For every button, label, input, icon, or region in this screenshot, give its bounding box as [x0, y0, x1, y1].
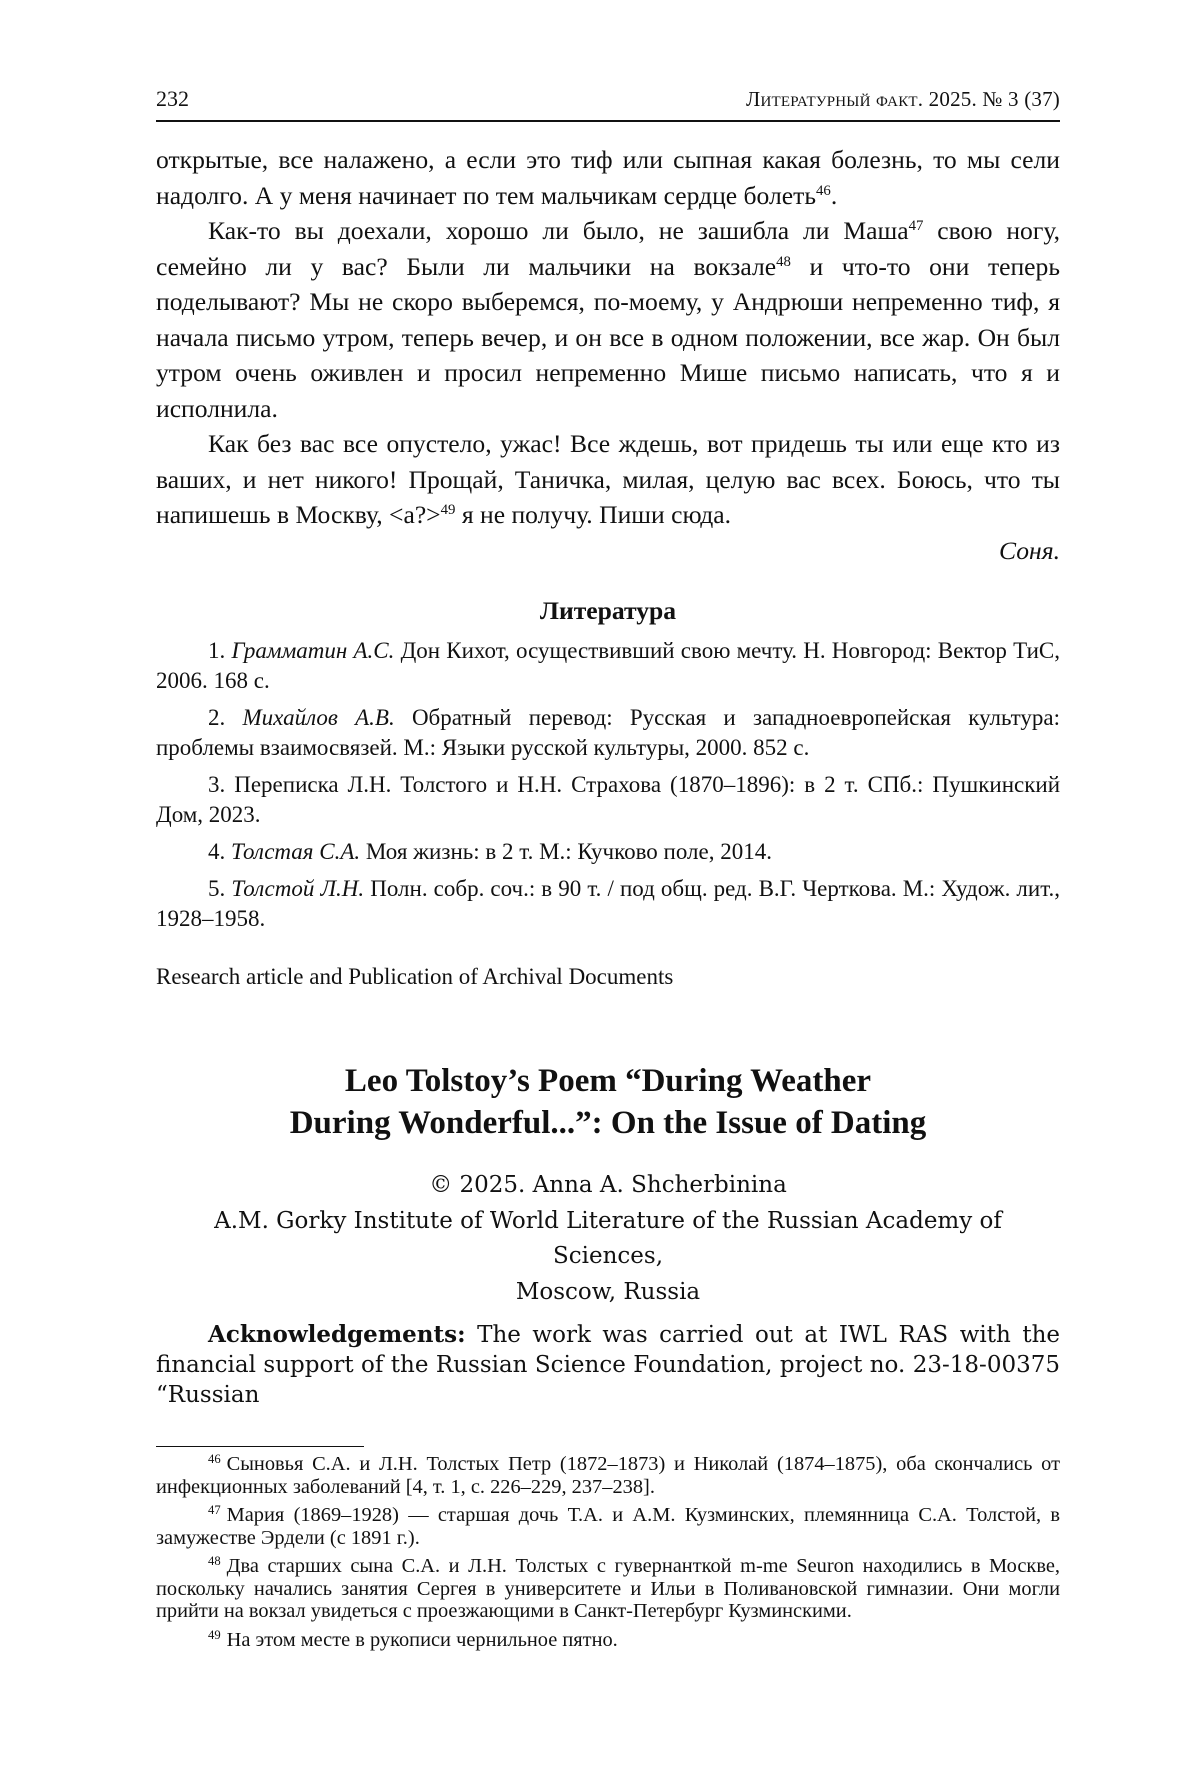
- reference-item: [156, 636, 1060, 696]
- reference-text: Обратный перевод: Русская и западноевропейская культура: проблемы взаимосвязей. М.: Языки русской культуры, 2000. 852 с.: [156, 705, 1060, 760]
- reference-number: 5.: [208, 876, 226, 901]
- footnote-number: 46: [208, 1452, 221, 1467]
- affiliation-line: Moscow, Russia: [515, 1278, 701, 1305]
- footnote-item: [156, 1555, 1060, 1623]
- footnote-text: Сыновья С.А. и Л.Н. Толстых Петр (1872–1873) и Николай (1874–1875), оба скончались от инфекционных заболеваний [4, т. 1, с. 226–229, 237–238].: [156, 1453, 1060, 1498]
- page-number: 232: [156, 86, 189, 111]
- reference-item: [156, 837, 1060, 867]
- footnote-text: На этом месте в рукописи чернильное пятно.: [226, 1628, 618, 1651]
- references-list: [156, 636, 1060, 934]
- journal-page: [156, 86, 1060, 1657]
- reference-author: Грамматин А.С.: [231, 638, 395, 663]
- reference-number: 4.: [208, 839, 226, 864]
- footnote-ref[interactable]: 49: [440, 501, 456, 518]
- footnote-number: 48: [208, 1554, 221, 1569]
- footnote-item: [156, 1504, 1060, 1549]
- acknowledgements-label: Acknowledgements:: [208, 1321, 466, 1348]
- reference-text: Полн. собр. соч.: в 90 т. / под общ. ред. В.Г. Черткова. М.: Худож. лит., 1928–1958.: [156, 876, 1061, 931]
- footnote-number: 49: [208, 1627, 221, 1642]
- article-title-line: During Wonderful...”: On the Issue of Dating: [289, 1105, 927, 1141]
- journal-title: Литературный факт. 2025. № 3 (37): [746, 87, 1060, 111]
- footnote-text: Два старших сына С.А. и Л.Н. Толстых с гувернанткой m-me Seuron находились в Москве, поскольку начались занятия Сергея в университете и Ильи в Поливановской гимназии. Они могли прийти на вокзал увидеться с проезжающими в Санкт-Петербург Кузминскими.: [156, 1555, 1060, 1622]
- article-title: [156, 1060, 1060, 1144]
- reference-text: Дон Кихот, осуществивший свою мечту. Н. Новгород: Вектор ТиС, 2006. 168 с.: [156, 638, 1061, 693]
- running-header: [156, 86, 1060, 122]
- letter-paragraph: [156, 142, 1060, 213]
- letter-text-run: и что-то они теперь поделывают? Мы не скоро выберемся, по-моему, у Андрюши непременно тиф, я начала письмо утром, теперь вечер, и он все в одном положении, все жар. Он был утром очень оживлен и просил непременно Мише письмо написать, что я и исполнила.: [156, 251, 1061, 423]
- reference-author: Толстой Л.Н.: [231, 876, 365, 901]
- letter-text-run: Как-то вы доехали, хорошо ли было, не зашибла ли Маша: [208, 216, 909, 245]
- footnote-ref[interactable]: 48: [776, 253, 791, 270]
- acknowledgements-text: The work was carried out at IWL RAS with the financial support of the Russian Science Foundation, project no. 23-18-00375 “Russian: [156, 1322, 1060, 1408]
- letter-text-run: Как без вас все опустело, ужас! Все ждешь, вот придешь ты или еще кто из ваших, и нет никого! Прощай, Таничка, милая, целую вас всех. Боюсь, что ты напишешь в Москву, <а?>: [156, 429, 1060, 529]
- references-heading: Литература: [539, 596, 677, 625]
- footnote-ref[interactable]: 46: [816, 182, 831, 199]
- reference-text: Переписка Л.Н. Толстого и Н.Н. Страхова (1870–1896): в 2 т. СПб.: Пушкинский Дом, 2023.: [156, 772, 1060, 827]
- footnote-number: 47: [208, 1503, 221, 1518]
- article-type: Research article and Publication of Archival Documents: [156, 964, 674, 989]
- letter-paragraph: [156, 426, 1060, 533]
- letter-signature: Соня.: [998, 535, 1060, 565]
- acknowledgements: [156, 1320, 1060, 1410]
- letter-text-run: я не получу. Пиши сюда.: [455, 500, 732, 529]
- reference-number: 3.: [208, 772, 226, 797]
- letter-text-run: свою ногу, семейно ли у вас? Были ли мальчики на вокзале: [156, 216, 1060, 281]
- reference-text: Моя жизнь: в 2 т. М.: Кучково поле, 2014.: [360, 839, 772, 864]
- affiliation-line: A.M. Gorky Institute of World Literature of the Russian Academy of Sciences,: [214, 1207, 1002, 1269]
- footnote-text: Мария (1869–1928) — старшая дочь Т.А. и А.М. Кузминских, племянница С.А. Толстой, в замужестве Эрдели (с 1891 г.).: [156, 1504, 1060, 1549]
- letter-text: [156, 142, 1060, 568]
- letter-text-run: открытые, все налажено, а если это тиф или сыпная какая болезнь, то мы сели надолго. А у меня начинает по тем мальчикам сердце болеть: [156, 145, 1060, 210]
- article-title-line: Leo Tolstoy’s Poem “During Weather: [344, 1063, 872, 1099]
- author-block: [156, 1168, 1060, 1310]
- letter-text-run: .: [830, 180, 838, 210]
- reference-number: 2.: [208, 705, 226, 730]
- author-name: © 2025. Anna A. Shcherbinina: [429, 1172, 787, 1198]
- reference-item: [156, 874, 1060, 934]
- footnote-ref[interactable]: 47: [908, 217, 924, 234]
- footnote-item: [156, 1629, 1060, 1652]
- reference-author: Михайлов А.В.: [242, 705, 395, 730]
- footnote-item: [156, 1453, 1060, 1498]
- footnote-divider: [156, 1446, 364, 1447]
- reference-author: Толстая С.А.: [231, 839, 361, 864]
- reference-number: 1.: [208, 638, 226, 663]
- letter-paragraph: [156, 213, 1060, 426]
- reference-item: [156, 770, 1060, 830]
- footnotes: [156, 1453, 1060, 1651]
- reference-item: [156, 703, 1060, 763]
